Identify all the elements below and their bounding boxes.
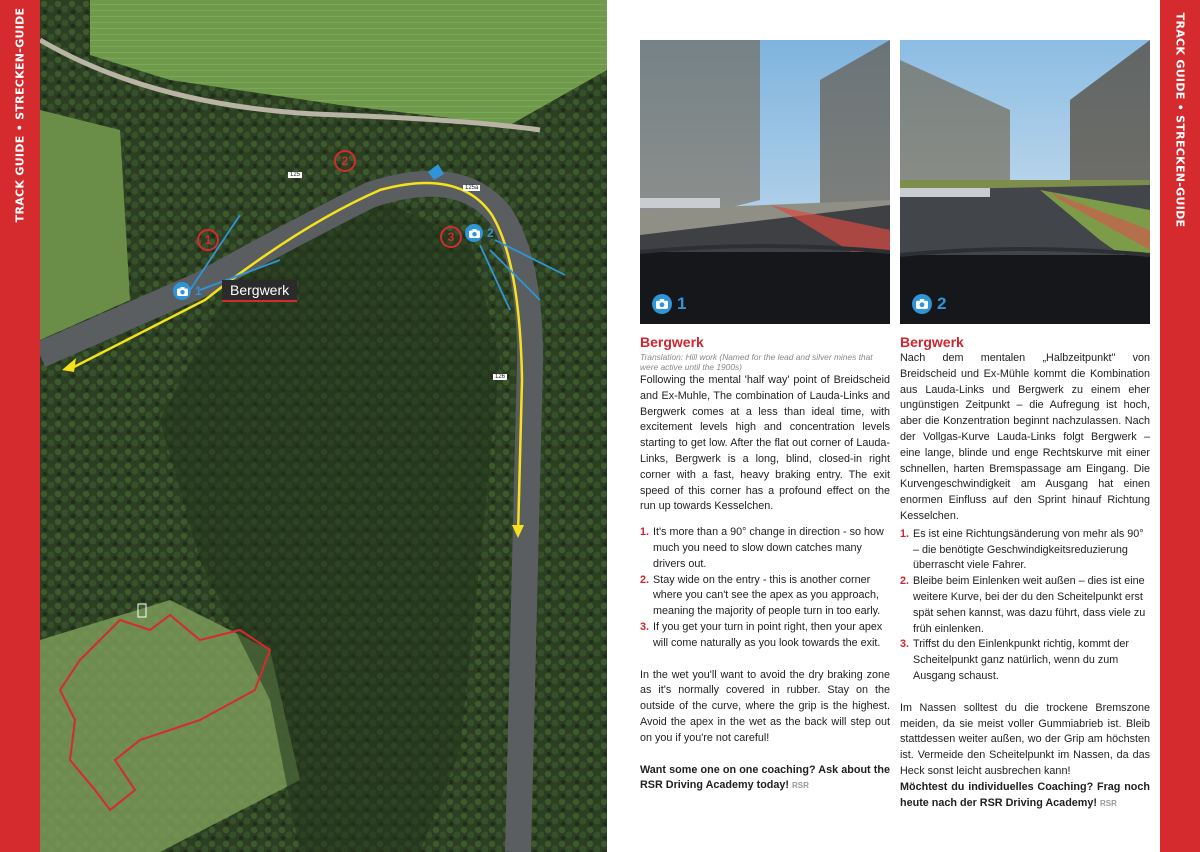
english-translation: Translation: Hill work (Named for the lead and silver mines that were active until the 1900s) <box>640 352 873 372</box>
english-intro: Following the mental 'half way' point of Breidscheid and Ex-Muhle, The combination of Lauda-Links and Bergwerk comes at a less than ideal time, with excitement levels high and concentration levels starting to get low. After the flat out corner of Lauda-Links, Bergwerk is a long, blind, closed-in right corner with a fast, heavy braking entry. The exit speed of this corner has a profound effect on the run up towards Kesselchen. <box>640 374 890 513</box>
english-tip-1 <box>640 525 890 572</box>
english-tip-2 <box>640 573 890 620</box>
left-side-label: TRACK GUIDE • STRECKEN-GUIDE <box>13 7 27 223</box>
english-tip-3 <box>640 620 890 652</box>
camera-position-2-label: 2 <box>487 226 494 240</box>
photo-2 <box>900 40 1150 324</box>
tip-text: If you get your turn in point right, then your apex will come naturally as you look towards the exit. <box>653 620 883 649</box>
photo-1-number: 1 <box>677 294 687 313</box>
tip-number: 1. <box>640 526 650 539</box>
tip-text: Triffst du den Einlenkpunkt richtig, kommt der Scheitelpunkt ganz natürlich, wenn du zum Ausgang schaust. <box>913 638 1130 682</box>
german-tip-2 <box>900 574 1150 637</box>
german-title: Bergwerk <box>900 334 964 350</box>
tip-number: 2. <box>640 573 650 586</box>
photo-2-number: 2 <box>937 294 947 313</box>
marker-3: 3 <box>440 226 462 248</box>
camera-position-1-label: 1 <box>195 284 202 298</box>
photo-2-tag <box>912 294 946 314</box>
english-tips-list <box>640 525 890 651</box>
field-left <box>40 110 130 340</box>
german-tips-list <box>900 527 1150 685</box>
corner-name-label: Bergwerk <box>222 280 297 302</box>
english-wet-advice: In the wet you'll want to avoid the dry braking zone as it's normally covered in rubber. Stay on the outside of the curve, where the grip is the highest. Avoid the apex in the wet as the back will step out on you if you're not careful! <box>640 668 890 744</box>
camera-icon <box>652 294 672 314</box>
rsr-logo: RSR <box>1100 798 1117 808</box>
tip-text: Bleibe beim Einlenken weit außen – dies ist eine weitere Kurve, bei der du den Scheitelpunkt erst spät sehen kannst, was dazu führt, dass viele zu früh einlenken. <box>913 575 1146 635</box>
german-intro: Nach dem mentalen „Halbzeitpunkt" von Breidscheid und Ex-Mühle kommt die Kombination aus Lauda-Links und Bergwerk zu einem eher ungünstigen Zeitpunkt – die Aufregung ist hoch, aber die Konzentration beginnt nachzulassen. Nach der Vollgas-Kurve Lauda-Links folgt Bergwerk – eine lange, blinde und enge Rechtskurve mit einer schnellen, harten Bremspassage am Eingang. Die Kurvengeschwindigkeit am Ausgang hat einen enormen Einfluss auf den Sprint hinauf Richtung Kesselchen. <box>900 352 1150 522</box>
left-side-strip <box>0 0 40 852</box>
photo-1-tag <box>652 294 686 314</box>
tip-number: 3. <box>900 638 910 651</box>
german-column <box>900 334 1150 811</box>
km-marker-126: 126 <box>495 374 506 380</box>
english-cta <box>640 763 890 795</box>
english-cta-text: Want some one on one coaching? Ask about the RSR Driving Academy today! <box>640 763 890 792</box>
right-side-strip <box>1160 0 1200 852</box>
tip-number: 1. <box>900 527 910 540</box>
photo-1 <box>640 40 890 324</box>
camera-position-1 <box>173 282 202 300</box>
km-marker-125a: 125a <box>465 185 479 191</box>
marker-2: 2 <box>334 150 356 172</box>
tip-text: Stay wide on the entry - this is another corner where you can't see the apex as you approach, meaning the majority of people turn in too early. <box>653 573 881 618</box>
tip-number: 3. <box>640 620 650 633</box>
km-marker-125: 125 <box>290 172 301 178</box>
camera-icon <box>465 224 483 242</box>
tip-text: Es ist eine Richtungsänderung von mehr als 90° – die benötigte Geschwindigkeitsreduzierung überrascht viele Fahrer. <box>913 527 1144 572</box>
english-title: Bergwerk <box>640 334 704 350</box>
english-column <box>640 334 890 794</box>
camera-position-2 <box>465 224 494 242</box>
german-tip-3 <box>900 637 1150 684</box>
camera-icon <box>173 282 191 300</box>
rsr-logo: RSR <box>792 781 809 791</box>
tip-text: It's more than a 90° change in direction - so how much you need to slow down catches many drivers out. <box>653 526 884 570</box>
german-wet-advice: Im Nassen solltest du die trockene Bremszone meiden, da sie meist voller Gummiabrieb ist. Bleib stattdessen weiter außen, wo der Grip am höchsten ist. Vermeide den Scheitelpunkt im Nassen, da das Heck sonst leicht ausbrechen kann! <box>900 701 1150 777</box>
marker-1: 1 <box>197 229 219 251</box>
tip-number: 2. <box>900 575 910 588</box>
camera-icon <box>912 294 932 314</box>
aerial-track-map <box>40 0 607 852</box>
german-cta <box>900 780 1150 812</box>
right-side-label: TRACK GUIDE • STRECKEN-GUIDE <box>1173 12 1187 228</box>
german-tip-1 <box>900 527 1150 574</box>
german-cta-text: Möchtest du individuelles Coaching? Frag noch heute nach der RSR Driving Academy! <box>900 780 1150 809</box>
